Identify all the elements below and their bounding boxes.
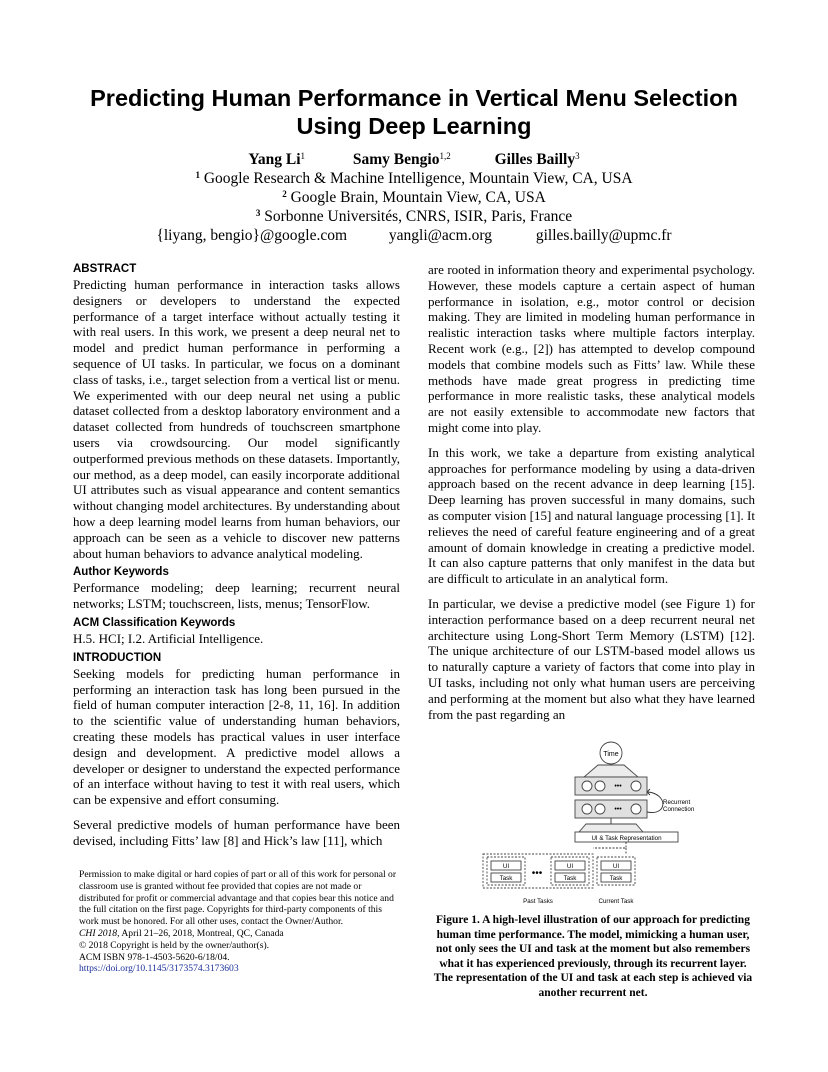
- lower-ellipsis: •••: [614, 806, 622, 813]
- current-task-label: Current Task: [598, 898, 634, 905]
- permission-text: Permission to make digital or hard copies of part or all of this work for personal or classroom use is granted without fee provided that copies are not made or distributed for profit or commercial advantage and that copies bear this notice and the full citation on the first page. Copyrights for third-party components of this work must be honored. For all other uses, contact the Owner/Author.: [79, 869, 397, 928]
- svg-text:UI: UI: [612, 863, 620, 870]
- figure-1-diagram: [478, 740, 738, 910]
- acm-heading: ACM Classification Keywords: [73, 616, 236, 629]
- email-1[interactable]: {liyang, bengio}@google.com: [156, 227, 348, 244]
- intro-paragraph-1: Seeking models for predicting human performance in performing an interaction task has long been pursued in the field of human computer interaction [2-8, 11, 16]. In addition to the scientific value of understanding human behaviors, creating these models has practical values in user interface design and development. A predictive model allows a developer or designer to understand the expected performance of an interface without having to test it with real users, which can be expensive and effort consuming.: [73, 665, 400, 808]
- svg-text:Task: Task: [609, 875, 623, 882]
- affiliation-1: $^1$ Google Research & Machine Intelligence, Mountain View, CA, USA: [195, 170, 633, 187]
- upper-node-2: [595, 781, 605, 791]
- author-block: [40, 150, 788, 245]
- author-names: [40, 150, 788, 169]
- lower-node-1: [582, 804, 592, 814]
- author-3: Gilles Bailly$^3$: [494, 151, 580, 168]
- keywords-text: Performance modeling; deep learning; recurrent neural networks; LSTM; touchscreen, lists, menus; TensorFlow.: [73, 580, 400, 612]
- recurrent-label-2: Connection: [663, 806, 695, 813]
- email-2[interactable]: yangli@acm.org: [388, 227, 492, 244]
- upper-node-1: [582, 781, 592, 791]
- keywords-heading: Author Keywords: [73, 566, 169, 579]
- author-2: Samy Bengio$^{1,2}$: [352, 151, 451, 168]
- acm-text: H.5. HCI; I.2. Artificial Intelligence.: [73, 630, 264, 646]
- permission-block: [79, 869, 397, 975]
- copyright-line: © 2018 Copyright is held by the owner/author(s).: [79, 939, 270, 951]
- conference-line: CHI 2018, April 21–26, 2018, Montreal, QC, Canada: [79, 927, 284, 939]
- doi-link[interactable]: https://doi.org/10.1145/3173574.3173603: [79, 963, 239, 975]
- left-column: [73, 262, 400, 849]
- abstract-text: Predicting human performance in interaction tasks allows designers or developers to understand the expected performance of a target interface without actually testing it with real users. In this work, we present a deep neural net to model and predict human performance in performing a sequence of UI tasks. In particular, we focus on a dominant class of tasks, i.e., target selection from a vertical list or menu. We experimented with our deep neural net using a public dataset collected from a desktop laboratory environment and a dataset collected from hundreds of touchscreen smartphone users via crowdsourcing. Our model significantly outperformed previous methods on these datasets. Importantly, our method, as a deep model, can easily incorporate additional UI attributes such as visual appearance and content semantics without changing model architectures. By understanding about how a deep learning model learns from human behaviors, our approach can be seen as a vehicle to discover new patterns about human behaviors to advance analytical modeling.: [73, 277, 400, 561]
- right-column: [428, 262, 755, 722]
- lower-node-3: [631, 804, 641, 814]
- figure-1-caption: Figure 1. A high-level illustration of our approach for predicting human time performance. The model, mimicking a human user, not only sees the UI and task at the moment but also remembers what it has experienced previously, through its recurrent layer. The representation of the UI and task at each step is achieved via another recurrent net.: [433, 914, 753, 999]
- author-emails: [40, 226, 788, 245]
- right-paragraph-2: In this work, we take a departure from existing analytical approaches for performance modeling by using a data-driven approach based on the recent advance in deep learning [15]. Deep learning has proven successful in many domains, such as computer vision [15] and natural language processing [1]. It relieves the need of careful feature engineering and of a great amount of domain knowledge in creating a predictive model. It can also capture patterns that only manifest in the data but are difficult to articulate in an analytical form.: [428, 444, 755, 587]
- lower-node-2: [595, 804, 605, 814]
- right-paragraph-3: In particular, we devise a predictive model (see Figure 1) for interaction performance based on a deep recurrent neural net architecture using Long-Short Term Memory (LSTM) [12]. The unique architecture of our LSTM-based model allows us to naturally capture a variety of factors that come into play in UI tasks, including not only what human users are perceiving and performing at the moment but also what they have learned from the past regarding an: [428, 595, 755, 722]
- upper-ellipsis: •••: [614, 783, 622, 790]
- tasks-ellipsis: •••: [531, 868, 543, 879]
- svg-text:UI: UI: [566, 863, 574, 870]
- abstract-heading: ABSTRACT: [73, 263, 137, 275]
- affiliation-2: $^2$ Google Brain, Mountain View, CA, USA: [282, 189, 546, 206]
- recurrent-label-1: Recurrent: [663, 799, 691, 806]
- email-3[interactable]: gilles.bailly@upmc.fr: [535, 227, 672, 244]
- representation-label: UI & Task Representation: [591, 835, 662, 842]
- intro-heading: INTRODUCTION: [73, 651, 162, 664]
- upper-node-3: [631, 781, 641, 791]
- title-line-1: Predicting Human Performance in Vertical Menu Selection: [90, 85, 738, 111]
- isbn-line: ACM ISBN 978-1-4503-5620-6/18/04.: [79, 951, 230, 963]
- author-1: Yang Li$^1$: [248, 151, 306, 168]
- right-paragraph-1: are rooted in information theory and experimental psychology. However, these models capture a certain aspect of human performance in isolation, e.g., motor control or decision making. They are limited in modeling human performance in realistic interaction tasks where multiple factors interplay. Recent work (e.g., [2]) has attempted to develop compound models that combine models such as Fitts’ law. While these methods have made great progress in predicting time performance in more realistic tasks, these analytical models are not easily extensible to accommodate new factors that might come into play.: [428, 262, 755, 435]
- svg-text:Task: Task: [499, 875, 513, 882]
- title-line-2: Using Deep Learning: [296, 113, 532, 139]
- paper-title: [40, 84, 788, 140]
- past-tasks-label: Past Tasks: [523, 898, 553, 905]
- recurrent-arrow: [647, 792, 663, 812]
- intro-paragraph-2: Several predictive models of human performance have been devised, including Fitts’ law [8] and Hick’s law [11], which: [73, 816, 400, 848]
- affiliation-3: $^3$ Sorbonne Universités, CNRS, ISIR, Paris, France: [255, 208, 573, 225]
- svg-text:UI: UI: [502, 863, 510, 870]
- time-label: Time: [603, 751, 619, 758]
- svg-text:Task: Task: [563, 875, 577, 882]
- output-trapezoid: [584, 765, 638, 777]
